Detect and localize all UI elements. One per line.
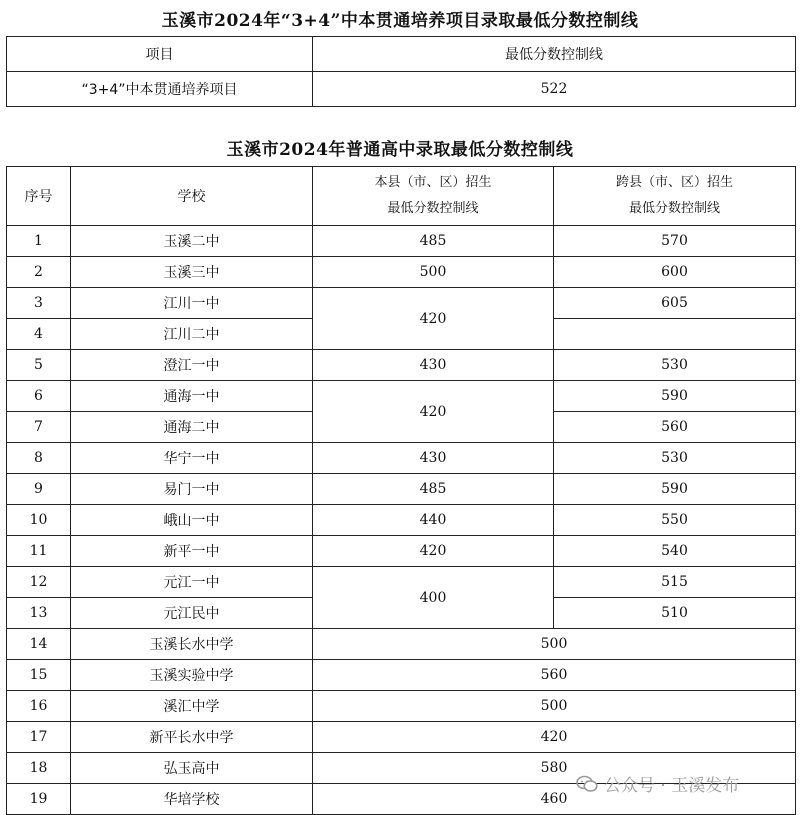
header-cross [554,167,796,226]
watermark-text: 公众号 · 玉溪发布 [604,776,740,796]
cross-score: 600 [554,257,796,288]
local-score: 400 [313,567,554,629]
header-no: 序号 [7,167,71,226]
table-row [7,257,796,288]
row-number: 9 [7,474,71,505]
school-name: 华培学校 [71,784,313,815]
local-score: 420 [313,288,554,350]
row-number: 6 [7,381,71,412]
cross-score [554,319,796,350]
combined-score: 420 [313,722,796,753]
table-row [7,443,796,474]
row-number: 19 [7,784,71,815]
row-number: 8 [7,443,71,474]
school-name: 易门一中 [71,474,313,505]
row-number: 11 [7,536,71,567]
header-min-score: 最低分数控制线 [313,37,796,72]
table-row [7,722,796,753]
row-number: 10 [7,505,71,536]
cross-score: 590 [554,474,796,505]
header-school: 学校 [71,167,313,226]
cross-score: 560 [554,412,796,443]
table-header-row [7,167,796,226]
row-number: 18 [7,753,71,784]
school-name: 澄江一中 [71,350,313,381]
table-row [7,660,796,691]
cross-score: 590 [554,381,796,412]
row-number: 7 [7,412,71,443]
local-score: 485 [313,474,554,505]
local-score: 420 [313,536,554,567]
table-row [7,226,796,257]
header-cross-line2: 最低分数控制线 [628,201,720,216]
table-row [7,505,796,536]
table-row [7,567,796,598]
school-name: 通海二中 [71,412,313,443]
table-body [7,226,796,815]
row-number: 1 [7,226,71,257]
school-name: 新平长水中学 [71,722,313,753]
school-name: 弘玉高中 [71,753,313,784]
combined-score: 500 [313,691,796,722]
row-number: 13 [7,598,71,629]
school-name: 通海一中 [71,381,313,412]
cross-score: 515 [554,567,796,598]
table-row [7,691,796,722]
row-number: 15 [7,660,71,691]
cross-score: 550 [554,505,796,536]
cross-score: 540 [554,536,796,567]
school-name: 玉溪三中 [71,257,313,288]
local-score: 485 [313,226,554,257]
project-name: “3+4”中本贯通培养项目 [7,72,313,107]
local-score: 420 [313,381,554,443]
school-name: 玉溪二中 [71,226,313,257]
header-cross-line1: 跨县（市、区）招生 [615,175,733,190]
row-number: 14 [7,629,71,660]
row-number: 12 [7,567,71,598]
table-row [7,288,796,319]
table1-title: 玉溪市2024年“3+4”中本贯通培养项目录取最低分数控制线 [161,11,639,31]
school-name: 玉溪长水中学 [71,629,313,660]
row-number: 16 [7,691,71,722]
local-score: 430 [313,443,554,474]
school-name: 华宁一中 [71,443,313,474]
table-row [7,72,796,107]
row-number: 5 [7,350,71,381]
header-local [313,167,554,226]
school-name: 玉溪实验中学 [71,660,313,691]
watermark [576,771,739,796]
cross-score: 570 [554,226,796,257]
school-name: 峨山一中 [71,505,313,536]
local-score: 500 [313,257,554,288]
table-row [7,350,796,381]
wechat-icon [576,775,598,793]
cross-score: 530 [554,350,796,381]
school-name: 江川一中 [71,288,313,319]
school-name: 江川二中 [71,319,313,350]
vocational-program-table [6,36,796,107]
header-local-line1: 本县（市、区）招生 [374,175,492,190]
table-row [7,629,796,660]
cross-score: 530 [554,443,796,474]
local-score: 440 [313,505,554,536]
cross-score: 510 [554,598,796,629]
school-name: 新平一中 [71,536,313,567]
project-score: 522 [313,72,796,107]
row-number: 2 [7,257,71,288]
school-name: 元江民中 [71,598,313,629]
cross-score: 605 [554,288,796,319]
combined-score: 500 [313,629,796,660]
high-school-score-table [6,166,796,815]
school-name: 溪汇中学 [71,691,313,722]
combined-score: 580 [313,753,796,784]
header-project: 项目 [7,37,313,72]
table-header-row [7,37,796,72]
row-number: 17 [7,722,71,753]
row-number: 3 [7,288,71,319]
table-row [7,536,796,567]
row-number: 4 [7,319,71,350]
combined-score: 560 [313,660,796,691]
local-score: 430 [313,350,554,381]
table-row [7,474,796,505]
school-name: 元江一中 [71,567,313,598]
header-local-line2: 最低分数控制线 [387,201,479,216]
table2-title: 玉溪市2024年普通高中录取最低分数控制线 [226,140,574,160]
combined-score: 460 [313,784,796,815]
table-row [7,381,796,412]
